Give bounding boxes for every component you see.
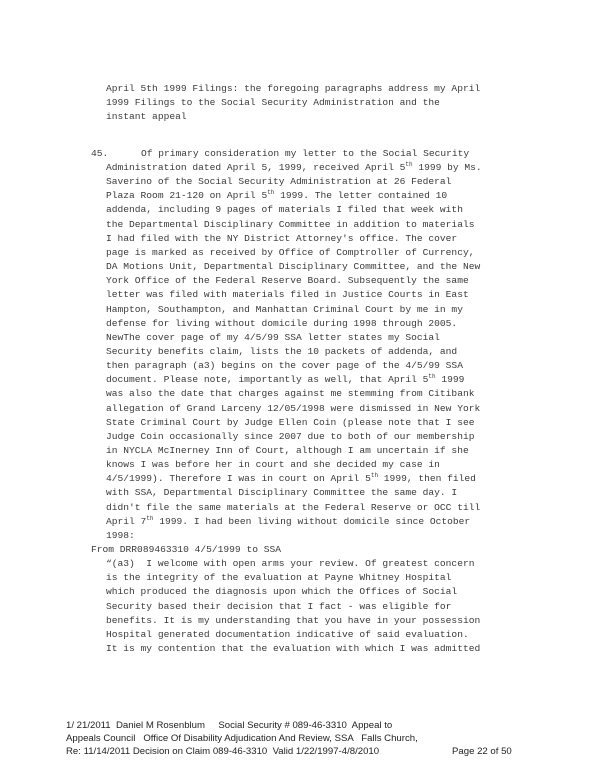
paragraph-line	[106, 486, 457, 500]
paragraph-line	[106, 402, 480, 416]
intro-line: April 5th 1999 Filings: the foregoing paragraphs address my April	[106, 83, 481, 94]
paragraph-line-text: Administration dated April 5, 1999, received April 5	[106, 162, 406, 173]
paragraph-line-text: 1998:	[106, 529, 135, 541]
paragraph-line-text: Saverino of the Social Security Administration at 26 Federal	[106, 176, 452, 188]
quote-line: “(a3) I welcome with open arms your review. Of greatest concern	[106, 558, 475, 569]
paragraph-line-text: in NYCLA McInerney Inn of Court, although I am uncertain if she	[106, 445, 469, 456]
paragraph-line	[106, 430, 474, 444]
quote-line: is the integrity of the evaluation at Payne Whitney Hospital	[106, 572, 452, 584]
paragraph-line	[106, 218, 474, 232]
paragraph-number: 45.	[91, 148, 109, 159]
paragraph-line	[106, 288, 469, 302]
quote-line: It is my contention that the evaluation with which I was admitted	[106, 642, 481, 654]
paragraph-line-text: I had filed with the NY District Attorney's office. The cover	[106, 232, 458, 244]
quote-line: Hospital generated documentation indicative of said evaluation.	[106, 628, 469, 640]
paragraph-line-text: allegation of Grand Larceny 12/05/1998 were dismissed in New York	[106, 402, 481, 414]
paragraph-line-text: addenda, including 9 pages of materials I filed that week with	[106, 204, 463, 216]
paragraph-line	[106, 515, 470, 529]
paragraph-line	[106, 472, 476, 486]
quote-line: Security based their decision that I fact - was eligible for	[106, 600, 452, 612]
paragraph-first-line: Of primary consideration my letter to the Social Security	[141, 148, 470, 159]
paragraph-line-text: letter was filed with materials filed in Justice Courts in East	[106, 289, 469, 301]
paragraph-line-text: 1999. I had been living without domicile since October	[153, 515, 471, 527]
intro-line: instant appeal	[106, 111, 187, 122]
paragraph-line-text: State Criminal Court by Judge Ellen Coin (please note that I see	[106, 416, 475, 428]
paragraph-line-text: York Office of the Federal Reserve Board. Subsequently the same	[106, 275, 469, 287]
footer-line-2: Appeals Council Office Of Disability Adjudication And Review, SSA Falls Church,	[66, 733, 418, 744]
quote-source: From DRR089463310 4/5/1999 to SSA	[91, 544, 281, 555]
paragraph-line-text: knows I was before her in court and she decided my case in	[106, 459, 440, 471]
paragraph-line	[106, 274, 469, 288]
ordinal-superscript: th	[405, 160, 413, 168]
paragraph-line-text: didn't file the same materials at the Federal Reserve or OCC till	[106, 501, 481, 513]
paragraph-line-text: 1999. The letter contained 10	[274, 190, 448, 202]
intro-line: 1999 Filings to the Social Security Administration and the	[106, 97, 440, 108]
paragraph-line	[106, 161, 482, 175]
quote-line: which produced the diagnosis upon which the Offices of Social	[106, 586, 458, 598]
paragraph-line	[106, 175, 451, 189]
paragraph-line-text: NewThe cover page of my 4/5/99 SSA letter states my Social	[106, 331, 440, 343]
paragraph-line-text: was also the date that charges against me stemming from Citibank	[106, 388, 475, 400]
paragraph-line-text: April 7	[106, 515, 147, 527]
paragraph-line-text: the Departmental Disciplinary Committee in addition to materials	[106, 218, 475, 230]
paragraph-line	[106, 444, 469, 458]
paragraph-line	[106, 260, 480, 274]
paragraph-line-text: Hampton, Southampton, and Manhattan Criminal Court by me in my	[106, 303, 463, 315]
paragraph-line-text: then paragraph (a3) begins on the cover page of the 4/5/99 SSA	[106, 360, 463, 372]
paragraph-line-text: 1999 by Ms.	[412, 162, 482, 173]
paragraph-line	[106, 501, 480, 515]
paragraph-line-text: 1999	[435, 374, 465, 386]
paragraph-line-text: defense for living without domicile during 1998 through 2005.	[106, 317, 458, 329]
paragraph-line-text: DA Motions Unit, Departmental Disciplinary Committee, and the New	[106, 261, 481, 273]
quote-line: benefits. It is my understanding that you have in your possession	[106, 614, 481, 626]
paragraph-line	[106, 345, 457, 359]
paragraph-line-text: with SSA, Departmental Disciplinary Committee the same day. I	[106, 487, 458, 499]
paragraph-line	[106, 331, 440, 345]
paragraph-line-text: 4/5/1999). Therefore I was in court on April 5	[106, 473, 371, 485]
paragraph-line	[106, 416, 474, 430]
paragraph-line	[106, 303, 463, 317]
paragraph-line-text: Security benefits claim, lists the 10 packets of addenda, and	[106, 346, 458, 357]
footer-line-1: 1/ 21/2011 Daniel M Rosenblum Social Security # 089-46-3310 Appeal to	[66, 720, 393, 731]
paragraph-line	[106, 529, 135, 543]
paragraph-line	[106, 359, 463, 373]
paragraph-line	[106, 458, 440, 472]
paragraph-line	[106, 387, 474, 401]
ordinal-superscript: th	[146, 514, 154, 522]
paragraph-line	[106, 203, 463, 217]
paragraph-line-text: 1999, then filed	[378, 473, 476, 485]
paragraph-line-text: document. Please note, importantly as well, that April 5	[106, 374, 429, 386]
paragraph-line-text: page is marked as received by Office of Comptroller of Currency,	[106, 246, 475, 258]
paragraph-line	[106, 232, 457, 246]
paragraph-line-text: Judge Coin occasionally since 2007 due to both of our membership	[106, 430, 475, 442]
paragraph-line	[106, 246, 474, 260]
ordinal-superscript: th	[428, 373, 436, 381]
ordinal-superscript: th	[370, 472, 379, 480]
ordinal-superscript: th	[267, 189, 275, 197]
paragraph-line	[106, 189, 447, 203]
footer-line-3: Re: 11/14/2011 Decision on Claim 089-46-3310 Valid 1/22/1997-4/8/2010	[66, 746, 380, 757]
paragraph-line-text: Plaza Room 21-120 on April 5	[106, 190, 268, 202]
page-number: Page 22 of 50	[452, 746, 512, 757]
paragraph-line	[106, 317, 457, 331]
paragraph-line	[106, 373, 464, 387]
